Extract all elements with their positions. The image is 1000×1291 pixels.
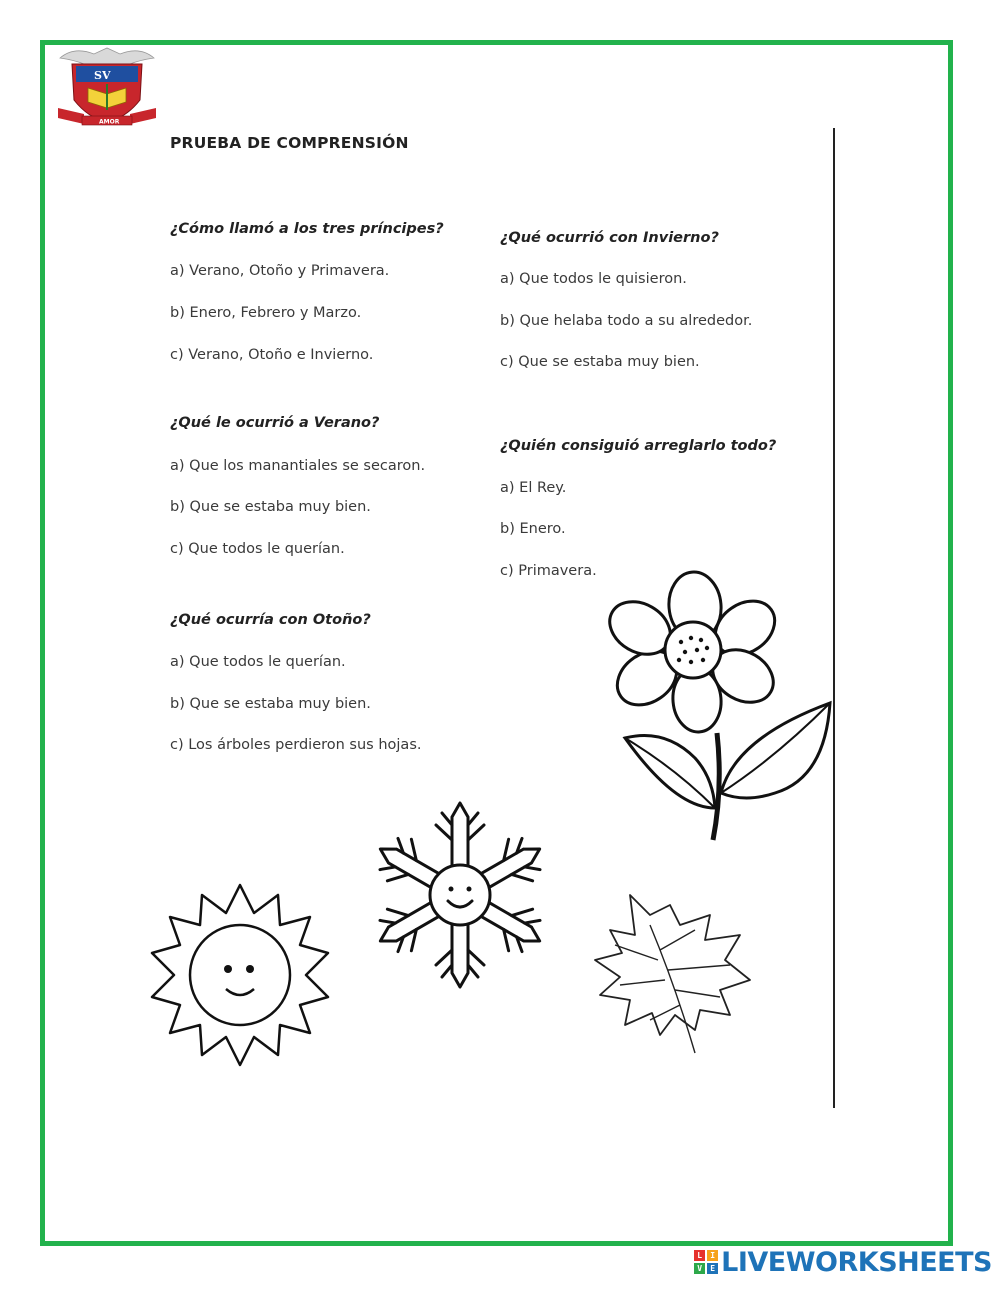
school-logo: [54, 44, 160, 130]
question-2-option-a[interactable]: a) Que los manantiales se secaron.: [170, 458, 426, 474]
flower-illustration: [585, 568, 835, 848]
question-5-option-b[interactable]: b) Enero.: [500, 521, 566, 537]
brand-blocks-icon: L I V E: [694, 1250, 718, 1274]
svg-text:SV: SV: [94, 69, 111, 82]
question-1-option-c[interactable]: c) Verano, Otoño e Invierno.: [170, 347, 374, 363]
question-1-option-b[interactable]: b) Enero, Febrero y Marzo.: [170, 305, 362, 321]
question-5-option-c[interactable]: c) Primavera.: [500, 563, 597, 579]
question-1: ¿Cómo llamó a los tres príncipes?: [170, 221, 444, 237]
question-3-option-a[interactable]: a) Que todos le querían.: [170, 654, 346, 670]
question-3: ¿Qué ocurría con Otoño?: [170, 612, 371, 628]
question-5-option-a[interactable]: a) El Rey.: [500, 480, 567, 496]
question-2: ¿Qué le ocurrió a Verano?: [170, 415, 380, 431]
question-4-option-a[interactable]: a) Que todos le quisieron.: [500, 271, 687, 287]
question-5: ¿Quién consiguió arreglarlo todo?: [500, 438, 777, 454]
liveworksheets-logo: [694, 1247, 992, 1277]
page-title: PRUEBA DE COMPRENSIÓN: [170, 134, 409, 152]
question-2-option-b[interactable]: b) Que se estaba muy bien.: [170, 499, 371, 515]
brand-text: LIVEWORKSHEETS: [721, 1246, 992, 1278]
question-4: ¿Qué ocurrió con Invierno?: [500, 230, 719, 246]
leaf-illustration: [590, 885, 760, 1055]
question-3-option-b[interactable]: b) Que se estaba muy bien.: [170, 696, 371, 712]
question-1-option-a[interactable]: a) Verano, Otoño y Primavera.: [170, 263, 390, 279]
question-4-option-c[interactable]: c) Que se estaba muy bien.: [500, 354, 700, 370]
sun-illustration: [145, 880, 335, 1070]
question-4-option-b[interactable]: b) Que helaba todo a su alrededor.: [500, 313, 753, 329]
question-2-option-c[interactable]: c) Que todos le querían.: [170, 541, 345, 557]
svg-text:AMOR: AMOR: [99, 118, 120, 126]
question-3-option-c[interactable]: c) Los árboles perdieron sus hojas.: [170, 737, 422, 753]
snowflake-illustration: [360, 795, 560, 995]
